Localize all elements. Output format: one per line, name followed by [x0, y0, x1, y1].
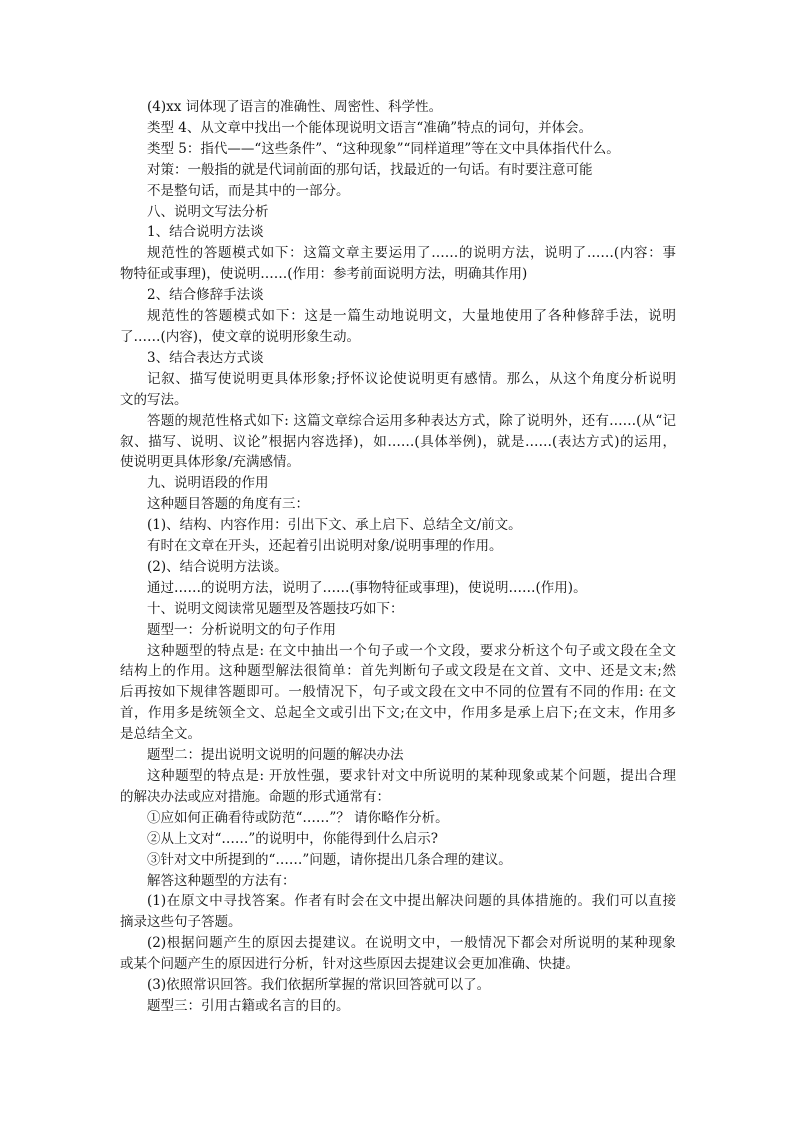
text-line: 结构上的作用。这种题型解法很简单：首先判断句子或文段是在文首、文中、还是文末;然	[120, 663, 676, 680]
text-line: 解答这种题型的方法有：	[147, 872, 296, 889]
text-line: 首，作用多是统领全文、总起全文或引出下文;在文中，作用多是承上启下;在文末，作用多	[120, 705, 676, 722]
text-line: 类型 4、从文章中找出一个能体现说明文语言“准确”特点的词句，并体会。	[147, 119, 593, 136]
text-line: 是总结全文。	[120, 726, 201, 743]
subsection-heading: 2、结合修辞手法谈	[147, 287, 264, 304]
text-line: 使说明更具体形象/充满感情。	[120, 454, 301, 471]
text-line: (2)、结合说明方法谈。	[147, 558, 288, 575]
section-heading: 九、说明语段的作用	[147, 475, 269, 492]
text-line: 规范性的答题模式如下：这篇文章主要运用了……的说明方法，说明了……(内容：事	[147, 245, 676, 262]
text-line: 有时在文章在开头，还起着引出说明对象/说明事理的作用。	[147, 538, 503, 555]
text-line: (4)xx 词体现了语言的准确性、周密性、科学性。	[147, 99, 443, 115]
list-item: (3)依照常识回答。我们依据所掌握的常识回答就可以了。	[147, 977, 491, 994]
list-item: ①应如何正确看待或防范“……”？ 请你略作分析。	[147, 809, 449, 826]
list-item: (2)根据问题产生的原因去提建议。在说明文中，一般情况下都会对所说明的某种现象	[147, 935, 676, 952]
text-line: 对策：一般指的就是代词前面的那句话，找最近的一句话。有时要注意可能	[147, 161, 593, 178]
text-line: 通过……的说明方法，说明了……(事物特征或事理)，使说明……(作用)。	[147, 579, 587, 596]
text-line: 摘录这些句子答题。	[120, 914, 242, 931]
subsection-heading: 题型二：提出说明文说明的问题的解决办法	[147, 747, 404, 764]
text-line: 物特征或事理)，使说明……(作用：参考前面说明方法，明确其作用)	[120, 266, 528, 283]
text-line: 记叙、描写使说明更具体形象;抒怀议论使说明更有感情。那么，从这个角度分析说明	[147, 370, 676, 387]
text-line: 的解决办法或应对措施。命题的形式通常有：	[120, 788, 390, 805]
subsection-heading: 3、结合表达方式谈	[147, 349, 264, 366]
text-line: 答题的规范性格式如下: 这篇文章综合运用多种表达方式，除了说明外，还有……(从“记	[147, 412, 676, 429]
text-line: 或某个问题产生的原因进行分析，针对这些原因去提建议会更加准确、快捷。	[120, 956, 579, 973]
text-line: 类型 5：指代——“这些条件”、“这种现象”“同样道理”等在文中具体指代什么。	[147, 140, 620, 157]
text-line: 文的写法。	[120, 391, 188, 408]
text-line: 这种题目答题的角度有三：	[147, 496, 309, 513]
text-line: 了……(内容)，使文章的说明形象生动。	[120, 328, 361, 345]
text-line: 这种题型的特点是: 开放性强，要求针对文中所说明的某种现象或某个问题，提出合理	[147, 768, 676, 784]
subsection-heading: 题型三：引用古籍或名言的目的。	[147, 997, 350, 1014]
document-body	[120, 97, 676, 1017]
list-item: (1)在原文中寻找答案。作者有时会在文中提出解决问题的具体措施的。我们可以直接	[147, 893, 676, 910]
text-line: (1)、结构、内容作用：引出下文、承上启下、总结全文/前文。	[147, 517, 522, 534]
subsection-heading: 1、结合说明方法谈	[147, 224, 264, 241]
text-line: 这种题型的特点是: 在文中抽出一个句子或一个文段，要求分析这个句子或文段在全文	[147, 642, 676, 659]
text-line: 后再按如下规律答题即可。一般情况下，句子或文段在文中不同的位置有不同的作用: 在文	[120, 684, 676, 701]
list-item: ②从上文对“……”的说明中，你能得到什么启示?	[147, 830, 439, 847]
list-item: ③针对文中所提到的“……”问题，请你提出几条合理的建议。	[147, 851, 512, 868]
section-heading: 十、说明文阅读常见题型及答题技巧如下：	[147, 600, 404, 617]
section-heading: 八、说明文写法分析	[147, 203, 269, 220]
text-line: 不是整句话，而是其中的一部分。	[147, 182, 350, 199]
subsection-heading: 题型一：分析说明文的句子作用	[147, 621, 336, 638]
text-line: 叙、描写、说明、议论”根据内容选择)，如……(具体举例)，就是……(表达方式)的运用，	[120, 433, 676, 450]
text-line: 规范性的答题模式如下：这是一篇生动地说明文，大量地使用了各种修辞手法，说明	[147, 308, 676, 325]
